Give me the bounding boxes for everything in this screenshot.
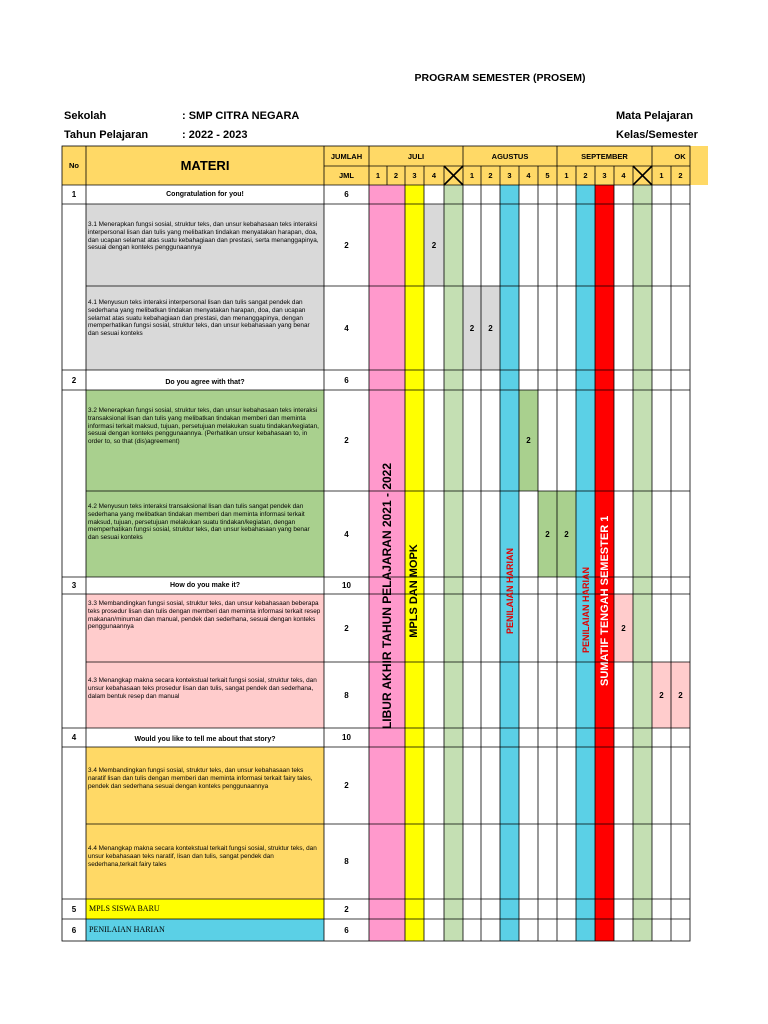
jml-value: 2 bbox=[344, 904, 349, 914]
week-oktober-2: 2 bbox=[678, 171, 683, 180]
week-value: 2 bbox=[469, 323, 475, 333]
week-value: 2 bbox=[526, 436, 531, 445]
week-value: 2 bbox=[545, 529, 550, 539]
jml-value: 2 bbox=[344, 240, 349, 250]
week-juli-4: 4 bbox=[431, 171, 437, 180]
month-agustus: AGUSTUS bbox=[491, 151, 529, 161]
jml-value: 4 bbox=[344, 529, 349, 539]
topic-title: How do you make it? bbox=[169, 582, 240, 589]
row-no: 3 bbox=[71, 581, 77, 590]
jml-value: 8 bbox=[344, 690, 349, 700]
month-september: SEPTEMBER bbox=[581, 151, 628, 161]
kd-text: 4.1 Menyusun teks interaksi interpersonal lisan dan tulis sangat pendek dan sederhana yang melibatkan tindakan menyatakan harapan, doa, dan ucapan selamat atas suatu kebahagiaan dan prestasi, dan menanggapinya, dengan memperhatikan fungsi sosial, struktur teks, dan unsur kebahasaan yang benar dan sesuai konteks bbox=[88, 299, 310, 338]
month-juli: JULI bbox=[407, 151, 425, 161]
week-oktober-1: 1 bbox=[659, 171, 664, 180]
header-no: No bbox=[69, 161, 79, 170]
band-label-ph2: PENILAIAN HARIAN bbox=[581, 567, 591, 654]
band-label-ph1: PENILAIAN HARIAN bbox=[505, 548, 515, 635]
week-juli-3: 3 bbox=[412, 171, 417, 180]
band-label-mpls: MPLS DAN MOPK bbox=[408, 544, 420, 638]
week-september-3: 3 bbox=[602, 171, 607, 180]
row-no: 1 bbox=[71, 190, 77, 199]
kd-text: 3.2 Menerapkan fungsi sosial, struktur teks, dan unsur kebahasaan teks interaksi transaksional lisan dan tulis yang melibatkan tindakan memberi dan meminta informasi terkait maksud, tujuan, persetujuan melakukan suatu tindakan/kegiatan, sesuai dengan konteks penggunaannya. (Perhatikan unsur kebahasaan to, in order to, so that (dis)agreement) bbox=[88, 407, 319, 446]
school-label: Sekolah bbox=[64, 110, 107, 122]
header-materi: MATERI bbox=[180, 158, 230, 173]
year-value: : 2022 - 2023 bbox=[182, 129, 248, 141]
kd-text: 4.2 Menyusun teks interaksi transaksional lisan dan tulis sangat pendek dan sederhana yang melibatkan tindakan memberi dan meminta informasi terkait maksud, tujuan, persetujuan melakukan suatu tindakan/kegiatan, dengan memperhatikan fungsi sosial, struktur teks, dan unsur kebahasaan yang benar dan sesuai konteks bbox=[88, 503, 310, 542]
week-agustus-1: 1 bbox=[469, 171, 475, 180]
band-sept-x bbox=[633, 185, 652, 941]
school-value: : SMP CITRA NEGARA bbox=[182, 110, 300, 122]
topic-title: MPLS SISWA BARU bbox=[89, 904, 160, 913]
week-value: 2 bbox=[431, 240, 437, 250]
band-label-libur: LIBUR AKHIR TAHUN PELAJARAN 2021 - 2022 bbox=[380, 462, 394, 730]
jml-value: 6 bbox=[344, 925, 349, 935]
document-title: PROGRAM SEMESTER (PROSEM) bbox=[414, 72, 586, 84]
week-agustus-3: 3 bbox=[507, 171, 512, 180]
week-value: 2 bbox=[678, 690, 683, 700]
jml-value: 2 bbox=[344, 781, 349, 790]
jml-value: 6 bbox=[344, 375, 349, 385]
week-value: 2 bbox=[488, 323, 493, 333]
week-value: 2 bbox=[621, 623, 626, 633]
jml-value: 8 bbox=[344, 857, 349, 866]
week-agustus-2: 2 bbox=[488, 171, 493, 180]
kd-text: 4.4 Menangkap makna secara kontekstual terkait fungsi sosial, struktur teks, dan unsur kebahasaan teks naratif, lisan dan tulis, sangat pendek dan sederhana,terkait fairy tales bbox=[88, 845, 317, 868]
jml-value: 2 bbox=[344, 436, 349, 445]
week-september-1: 1 bbox=[564, 171, 569, 180]
row-no: 6 bbox=[71, 925, 77, 935]
kd-text: 3.4 Membandingkan fungsi sosial, struktur teks, dan unsur kebahasaan teks naratif lisan dan tulis dengan memberi dan meminta informasi terkait fairy tales, pendek dan sederhana sesuai dengan konteks penggunaannya bbox=[88, 767, 313, 790]
kd-text: 3.1 Menerapkan fungsi sosial, struktur teks, dan unsur kebahasaan teks interaksi interpersonal lisan dan tulis yang melibatkan tindakan menyatakan harapan, doa, dan ucapan selamat atas suatu kebahagiaan dan prestasi, serta menanggapinya, sesuai dengan konteks penggunaannya bbox=[88, 221, 319, 252]
row-no: 5 bbox=[71, 904, 77, 914]
header-jumlah: JUMLAH bbox=[330, 151, 363, 161]
week-value: 2 bbox=[659, 690, 664, 700]
year-label: Tahun Pelajaran bbox=[64, 129, 149, 141]
row-no: 2 bbox=[71, 375, 77, 385]
class-label: Kelas/Semester bbox=[616, 129, 698, 141]
topic-title: PENILAIAN HARIAN bbox=[89, 925, 165, 934]
band-juli-x bbox=[444, 185, 463, 941]
jml-value: 10 bbox=[342, 733, 351, 742]
row-no: 4 bbox=[71, 733, 77, 742]
week-value: 2 bbox=[564, 529, 569, 539]
week-agustus-5: 5 bbox=[545, 171, 550, 180]
topic-title: Do you agree with that? bbox=[165, 378, 245, 386]
month-oktober: OK bbox=[674, 151, 686, 161]
jml-value: 6 bbox=[344, 190, 349, 199]
week-juli-2: 2 bbox=[393, 171, 399, 180]
week-september-4: 4 bbox=[621, 171, 626, 180]
jml-value: 4 bbox=[344, 323, 349, 333]
topic-title: Would you like to tell me about that story? bbox=[134, 736, 276, 743]
topic-title: Congratulation for you! bbox=[166, 191, 244, 198]
week-september-2: 2 bbox=[583, 171, 588, 180]
header-jml: JML bbox=[339, 171, 354, 180]
week-juli-1: 1 bbox=[375, 171, 381, 180]
kd-text: 3.3 Membandingkan fungsi sosial, struktur teks, dan unsur kebahasaan beberapa teks prosedur lisan dan tulis dengan memberi dan meminta informasi terkait resep makanan/minuman dan manual, pendek dan sederhana, sesuai dengan konteks penggunaannya bbox=[88, 600, 321, 631]
band-label-sts: SUMATIF TENGAH SEMESTER 1 bbox=[599, 515, 611, 686]
subject-label: Mata Pelajaran bbox=[616, 110, 694, 122]
kd-text: 4.3 Menangkap makna secara kontekstual terkait fungsi sosial, struktur teks, dan unsur kebahasaan teks prosedur lisan dan tulis, sangat pendek dan sederhana, dalam bentuk resep dan manual bbox=[88, 677, 317, 700]
week-agustus-4: 4 bbox=[526, 171, 531, 180]
jml-value: 10 bbox=[342, 581, 351, 590]
jml-value: 2 bbox=[344, 623, 349, 633]
